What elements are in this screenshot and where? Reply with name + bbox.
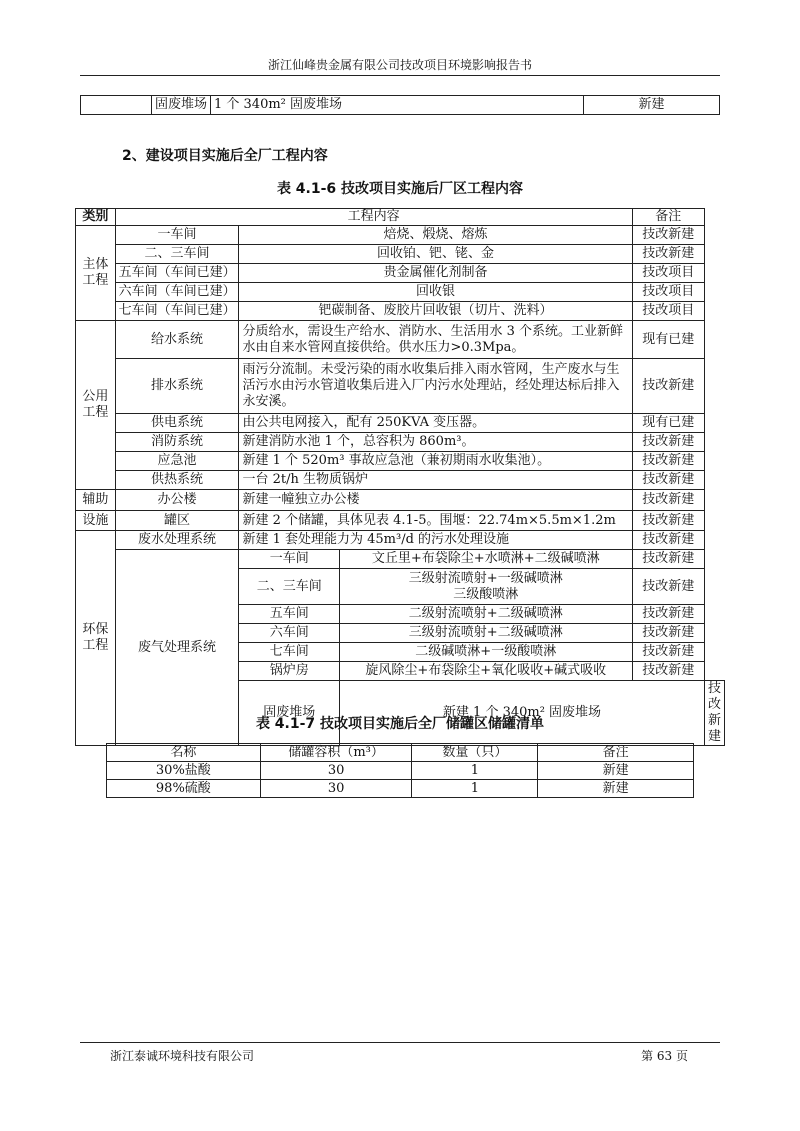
gas-workshop: 七车间: [239, 643, 340, 662]
table1-caption: 表 4.1-6 技改项目实施后厂区工程内容: [276, 181, 524, 197]
table-row-name: 供热系统: [115, 471, 239, 490]
gas-method-multiline: [339, 569, 632, 605]
table-row-name: 给水系统: [115, 321, 239, 359]
table-row-content: 新建 2 个储罐，具体见表 4.1-5。围堰：22.74m×5.5m×1.2m: [239, 511, 632, 531]
gas-method-line2: 三级酸喷淋: [453, 586, 519, 602]
gas-method: 二级射流喷射+二级碱喷淋: [339, 605, 632, 624]
table-row-content: 一台 2t/h 生物质锅炉: [239, 471, 632, 490]
gas-method-line1: 三级射流喷射+一级碱喷淋: [408, 570, 563, 586]
footer-rule: [80, 1042, 720, 1043]
table-row-note: 技改新建: [632, 569, 704, 605]
table-row-content: 回收银: [239, 283, 632, 302]
table-row-name: 五车间（车间已建）: [115, 264, 239, 283]
table-row-note: 技改新建: [632, 452, 704, 471]
tank-qty: 1: [412, 780, 538, 798]
gas-workshop: 二、三车间: [239, 569, 340, 605]
table-row-name: 一车间: [115, 226, 239, 245]
category-public: 公用工程: [76, 321, 116, 490]
tank-header-name: 名称: [107, 744, 261, 762]
table-row-note: 技改新建: [632, 359, 704, 414]
continuation-name-cell: 固废堆场: [152, 96, 211, 115]
table-row-note: 技改新建: [632, 433, 704, 452]
category-env: 环保工程: [76, 531, 116, 746]
table-row-name: 废水处理系统: [115, 531, 239, 550]
table-row-content: 贵金属催化剂制备: [239, 264, 632, 283]
tank-note: 新建: [538, 762, 694, 780]
table-row-note: 技改新建: [632, 511, 704, 531]
table-row-name: 七车间（车间已建）: [115, 302, 239, 321]
continuation-table: [80, 95, 720, 115]
table-row-name: 六车间（车间已建）: [115, 283, 239, 302]
tank-note: 新建: [538, 780, 694, 798]
table-row-name: 供电系统: [115, 414, 239, 433]
category-aux-2: 设施: [76, 511, 116, 531]
page-header-title: 浙江仙峰贵金属有限公司技改项目环境影响报告书: [267, 58, 532, 72]
table-row-name: 罐区: [115, 511, 239, 531]
table-row-content: 焙烧、煅烧、熔炼: [239, 226, 632, 245]
table-row-note: 现有已建: [632, 321, 704, 359]
project-content-table: [75, 208, 725, 746]
table2-caption: 表 4.1-7 技改项目实施后全厂储罐区储罐清单: [255, 716, 545, 732]
tank-volume: 30: [260, 762, 412, 780]
category-aux-1: 辅助: [76, 490, 116, 511]
table-row-content: 新建一幢独立办公楼: [239, 490, 632, 511]
table-row-note: 技改新建: [632, 490, 704, 511]
table-row-note: 现有已建: [632, 414, 704, 433]
gas-method: 二级碱喷淋+一级酸喷淋: [339, 643, 632, 662]
tank-header-note: 备注: [538, 744, 694, 762]
gas-method: 旋风除尘+布袋除尘+氧化吸收+碱式吸收: [339, 662, 632, 681]
table-row-content: 钯碳制备、废胶片回收银（切片、洗料）: [239, 302, 632, 321]
footer-page-number: 第 63 页: [641, 1049, 688, 1063]
tank-name: 30%盐酸: [107, 762, 261, 780]
table-row-note: 技改新建: [632, 605, 704, 624]
table-row-content: 新建 1 个 340m² 固废堆场: [339, 681, 704, 746]
table-row-content: 新建 1 个 520m³ 事故应急池（兼初期雨水收集池）。: [239, 452, 632, 471]
continuation-note-cell: 新建: [584, 96, 720, 115]
category-main: 主体工程: [76, 226, 116, 321]
table-row-name: 排水系统: [115, 359, 239, 414]
table-row-content: 新建 1 套处理能力为 45m³/d 的污水处理设施: [239, 531, 632, 550]
table-row-note: 技改新建: [632, 624, 704, 643]
table-row-note: 技改新建: [632, 471, 704, 490]
gas-system-name: 废气处理系统: [115, 550, 239, 746]
table-row-note: 技改新建: [632, 643, 704, 662]
table-row-note: 技改新建: [632, 245, 704, 264]
table-row-note: 技改项目: [632, 283, 704, 302]
header-rule: [80, 75, 720, 76]
table-row-name: 办公楼: [115, 490, 239, 511]
table-row-note: 技改项目: [632, 264, 704, 283]
storage-tank-table: [106, 743, 694, 798]
tank-volume: 30: [260, 780, 412, 798]
tank-qty: 1: [412, 762, 538, 780]
table-row-content: 回收铂、钯、铑、金: [239, 245, 632, 264]
footer-company: 浙江泰诚环境科技有限公司: [110, 1049, 255, 1063]
table-row-name: 应急池: [115, 452, 239, 471]
table-row-note: 技改项目: [632, 302, 704, 321]
table-row-name: 消防系统: [115, 433, 239, 452]
table-row-name: 固废堆场: [239, 681, 340, 746]
table-row-content: 雨污分流制。未受污染的雨水收集后排入雨水管网，生产废水与生活污水由污水管道收集后进入厂内污水处理站，经处理达标后排入永安溪。: [239, 359, 632, 414]
tank-name: 98%硫酸: [107, 780, 261, 798]
gas-method: 三级射流喷射+二级碱喷淋: [339, 624, 632, 643]
header-note: 备注: [632, 209, 704, 226]
continuation-empty-cell: [81, 96, 152, 115]
table-row-note: 技改新建: [704, 681, 724, 746]
gas-workshop: 一车间: [239, 550, 340, 569]
tank-header-volume: 储罐容积（m³）: [260, 744, 412, 762]
gas-workshop: 锅炉房: [239, 662, 340, 681]
table-row-content: 新建消防水池 1 个，总容积为 860m³。: [239, 433, 632, 452]
continuation-content-cell: 1 个 340m² 固废堆场: [211, 96, 584, 115]
table-row-content: 分质给水，需设生产给水、消防水、生活用水 3 个系统。工业新鲜水由自来水管网直接供给。供水压力>0.3Mpa。: [239, 321, 632, 359]
table-row-note: 技改新建: [632, 550, 704, 569]
table-row-note: 技改新建: [632, 662, 704, 681]
header-content: 工程内容: [115, 209, 632, 226]
section-heading: 2、建设项目实施后全厂工程内容: [122, 148, 328, 164]
gas-workshop: 五车间: [239, 605, 340, 624]
table-row-note: 技改新建: [632, 226, 704, 245]
table-row-name: 二、三车间: [115, 245, 239, 264]
table-row-content: 由公共电网接入，配有 250KVA 变压器。: [239, 414, 632, 433]
table-row-note: 技改新建: [632, 531, 704, 550]
header-category: 类别: [76, 209, 116, 226]
gas-method: 文丘里+布袋除尘+水喷淋+二级碱喷淋: [339, 550, 632, 569]
gas-workshop: 六车间: [239, 624, 340, 643]
tank-header-qty: 数量（只）: [412, 744, 538, 762]
